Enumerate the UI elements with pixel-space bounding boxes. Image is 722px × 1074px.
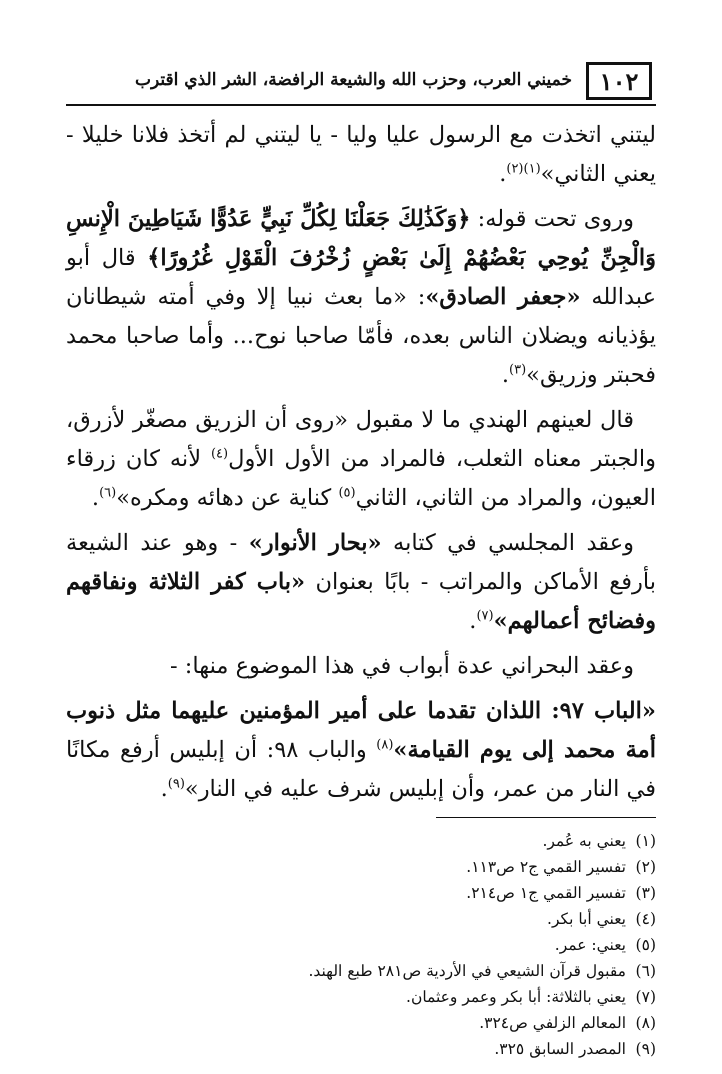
footnote-ref: (٧): [476, 608, 494, 624]
footnote-number: (١): [635, 832, 656, 850]
footnote: [66, 828, 656, 854]
footnote: [66, 1010, 656, 1036]
footnote: [66, 984, 656, 1010]
footnote-number: (٤): [635, 910, 656, 928]
footnote-number: (٦): [635, 962, 656, 980]
text-run: : «ما بعث نبيا إلا وفي أمته شيطانان يؤذيانه ويضلان الناس بعده، فأمّا صاحبا نوح... وأما صاحبا محمد فحبتر وزريق»: [66, 284, 656, 388]
text-run: ليتني اتخذت مع الرسول عليا وليا - يا ليتني لم أتخذ فلانا خليلا - يعني الثاني»: [66, 122, 656, 187]
text-run: وعقد المجلسي في كتابه: [381, 530, 634, 556]
footnote-ref: (٩): [167, 776, 185, 792]
text-run: قال لعينهم الهندي ما لا مقبول «روى أن الزريق مصغّر لأزرق، والجبتر معناه الثعلب، فالمراد من الأول الأول: [66, 407, 656, 472]
footnote-text: يعني: عمر.: [554, 936, 626, 954]
text-run: - وهو عند الشيعة بأرفع الأماكن والمراتب - بابًا بعنوان: [66, 530, 656, 595]
page-number: ١٠٢: [586, 62, 652, 100]
footnote: [66, 1036, 656, 1062]
text-run: .: [469, 608, 477, 634]
footnote-number: (٣): [635, 884, 656, 902]
book-page: [66, 60, 657, 1058]
page-header: [66, 60, 656, 106]
footnote-ref: (٤): [210, 446, 229, 462]
paragraph: [66, 647, 656, 686]
footnote-number: (٢): [635, 858, 656, 876]
footnote: [66, 854, 656, 880]
footnote-text: تفسير القمي ج٢ ص١١٣.: [466, 858, 626, 876]
bold-text: «جعفر الصادق»: [425, 284, 581, 310]
footnote-ref: (٥): [338, 485, 356, 501]
footnote-text: مقبول قرآن الشيعي في الأردية ص٢٨١ طبع الهند.: [308, 962, 626, 980]
paragraph: [66, 116, 656, 194]
footnote: [66, 958, 656, 984]
footnote-text: يعني بالثلاثة: أبا بكر وعمر وعثمان.: [406, 988, 626, 1006]
paragraph: [66, 692, 656, 809]
text-run: قال أبو عبدالله: [66, 245, 657, 310]
footnote-ref: (٣): [509, 362, 527, 378]
footnote: [66, 880, 656, 906]
footnote-ref: (٦): [99, 485, 117, 501]
running-title: خميني العرب، وحزب الله والشيعة الرافضة، الشر الذي اقترب: [135, 70, 572, 90]
bold-text: «الباب ٩٧: اللذان تقدما على أمير المؤمنين عليهما مثل ذنوب أمة محمد إلى يوم القيامة»: [66, 698, 656, 763]
footnote-text: المصدر السابق ٣٢٥.: [494, 1040, 626, 1058]
bold-text: ﴿وَكَذَٰلِكَ جَعَلْنَا لِكُلِّ نَبِيٍّ عَدُوًّا شَيَاطِينَ الْإِنسِ وَالْجِنِّ يُوحِي بَعْضُهُمْ إِلَىٰ بَعْضٍ زُخْرُفَ الْقَوْلِ غُرُورًا﴾: [66, 206, 656, 271]
footnote-ref: (١)(٢): [506, 161, 541, 177]
footnote-text: تفسير القمي ج١ ص٢١٤.: [466, 884, 626, 902]
text-run: .: [501, 362, 510, 388]
footnote-text: يعني أبا بكر.: [547, 910, 626, 928]
footnote-ref: (٨): [376, 737, 394, 753]
footnote-number: (٧): [635, 988, 656, 1006]
footnote-number: (٩): [635, 1040, 656, 1058]
text-run: لأنه كان زرقاء العيون، والمراد من الثاني، الثاني: [66, 446, 656, 511]
text-run: .: [91, 485, 100, 511]
text-run: وعقد البحراني عدة أبواب في هذا الموضوع منها: -: [170, 653, 634, 679]
footnote-separator: [436, 817, 656, 818]
footnote-number: (٥): [635, 936, 656, 954]
text-run: .: [499, 161, 507, 187]
text-run: .: [160, 776, 168, 802]
footnote-text: يعني به عُمر.: [542, 832, 626, 850]
paragraph: [66, 524, 656, 641]
bold-text: «بحار الأنوار»: [248, 530, 382, 556]
footnote-number: (٨): [635, 1014, 656, 1032]
bold-text: «باب كفر الثلاثة ونفاقهم وفضائح أعمالهم»: [66, 569, 656, 634]
footnotes: [66, 828, 656, 1062]
paragraph: [66, 401, 656, 518]
text-run: والباب ٩٨: أن إبليس أرفع مكانًا في النار من عمر، وأن إبليس شرف عليه في النار»: [66, 737, 656, 802]
paragraph: [66, 200, 656, 395]
footnote: [66, 932, 656, 958]
text-run: وروى تحت قوله:: [470, 206, 635, 232]
body-text: [66, 116, 656, 809]
text-run: كناية عن دهائه ومكره»: [116, 485, 339, 511]
footnote-text: المعالم الزلفي ص٣٢٤.: [479, 1014, 626, 1032]
footnote: [66, 906, 656, 932]
